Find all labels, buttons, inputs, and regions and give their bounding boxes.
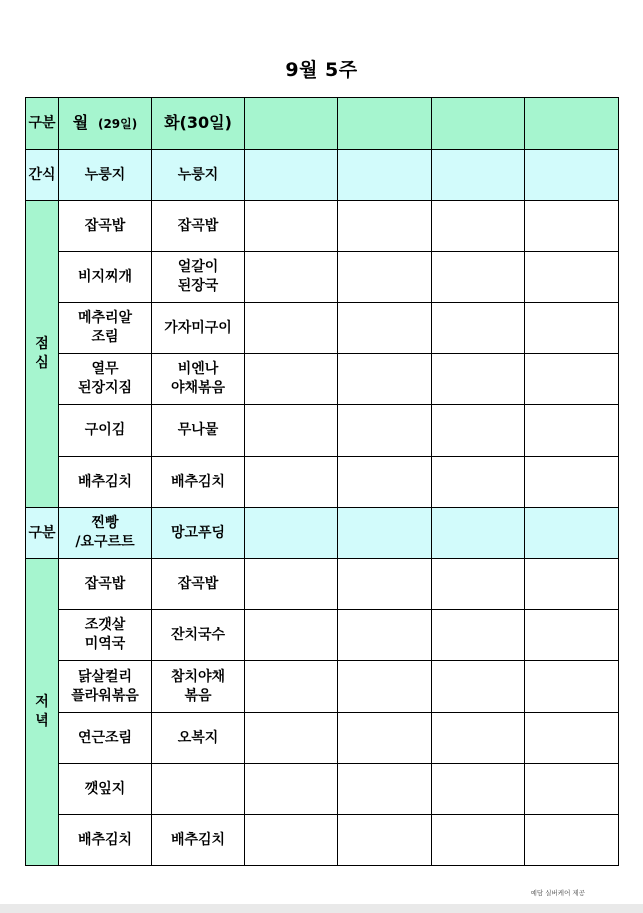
lunch-row bbox=[26, 252, 619, 303]
lunch-monday-cell bbox=[59, 303, 152, 354]
lunch-item-line: 비엔나 bbox=[177, 361, 219, 377]
footer-credit: 예담 실버케어 제공 bbox=[530, 889, 585, 897]
header-empty-cell bbox=[245, 98, 338, 150]
empty-cell bbox=[432, 559, 525, 610]
empty-cell bbox=[338, 405, 432, 457]
dinner-item: 잡곡밥 bbox=[84, 575, 126, 592]
header-label: 구분 bbox=[28, 115, 56, 131]
snack-monday-cell bbox=[59, 150, 152, 201]
lunch-row bbox=[26, 201, 619, 252]
empty-cell bbox=[525, 303, 619, 354]
empty-cell bbox=[338, 764, 432, 815]
lunch-label-2: 심 bbox=[35, 355, 49, 371]
dinner-tuesday-cell bbox=[152, 610, 245, 661]
dinner-row bbox=[26, 764, 619, 815]
empty-cell bbox=[525, 201, 619, 252]
dinner-item-line: 미역국 bbox=[84, 636, 126, 652]
snack-tuesday-cell bbox=[152, 150, 245, 201]
snack-label-cell bbox=[26, 150, 59, 201]
empty-cell bbox=[245, 252, 338, 303]
dinner-label-cell bbox=[26, 559, 59, 866]
dinner-monday-cell bbox=[59, 713, 152, 764]
snack-empty-cell bbox=[245, 150, 338, 201]
dinner-row bbox=[26, 559, 619, 610]
lunch-item: 배추김치 bbox=[77, 473, 133, 490]
afternoon-item-line: 찐빵 bbox=[91, 515, 119, 531]
dinner-monday-cell bbox=[59, 815, 152, 866]
lunch-tuesday-cell bbox=[152, 405, 245, 457]
lunch-monday-cell bbox=[59, 457, 152, 508]
empty-cell bbox=[525, 354, 619, 405]
lunch-item-line: 메추리알 bbox=[77, 310, 133, 326]
dinner-row bbox=[26, 661, 619, 713]
dinner-item: 잔치국수 bbox=[170, 626, 226, 643]
snack-label: 간식 bbox=[28, 166, 56, 183]
header-monday-day: 월 bbox=[72, 113, 89, 132]
empty-cell bbox=[245, 201, 338, 252]
header-monday-cell bbox=[59, 98, 152, 150]
empty-cell bbox=[338, 201, 432, 252]
snack-tuesday: 누룽지 bbox=[177, 166, 219, 183]
empty-cell bbox=[432, 405, 525, 457]
empty-cell bbox=[245, 559, 338, 610]
lunch-monday-cell bbox=[59, 201, 152, 252]
lunch-tuesday-cell bbox=[152, 252, 245, 303]
dinner-tuesday-cell bbox=[152, 713, 245, 764]
snack-empty-cell bbox=[245, 508, 338, 559]
lunch-row bbox=[26, 354, 619, 405]
snack-empty-cell bbox=[338, 508, 432, 559]
dinner-row bbox=[26, 815, 619, 866]
empty-cell bbox=[525, 405, 619, 457]
empty-cell bbox=[525, 815, 619, 866]
page-title: 9월 5주 bbox=[285, 59, 358, 81]
lunch-item: 비지찌개 bbox=[77, 268, 133, 285]
snack-empty-cell bbox=[432, 150, 525, 201]
afternoon-label-cell bbox=[26, 508, 59, 559]
empty-cell bbox=[338, 457, 432, 508]
lunch-tuesday-cell bbox=[152, 457, 245, 508]
header-empty-cell bbox=[525, 98, 619, 150]
header-label-cell bbox=[26, 98, 59, 150]
dinner-monday-cell bbox=[59, 764, 152, 815]
empty-cell bbox=[432, 713, 525, 764]
dinner-tuesday-cell bbox=[152, 661, 245, 713]
weekly-menu-table bbox=[25, 97, 619, 866]
lunch-row bbox=[26, 303, 619, 354]
empty-cell bbox=[432, 815, 525, 866]
afternoon-item: 망고푸딩 bbox=[170, 524, 226, 541]
empty-cell bbox=[245, 303, 338, 354]
dinner-item-line: 참치야채 bbox=[170, 668, 226, 685]
lunch-item: 가자미구이 bbox=[164, 319, 232, 336]
lunch-item: 배추김치 bbox=[170, 473, 226, 490]
snack-empty-cell bbox=[432, 508, 525, 559]
lunch-tuesday-cell bbox=[152, 303, 245, 354]
empty-cell bbox=[245, 610, 338, 661]
header-tuesday-cell bbox=[152, 98, 245, 150]
empty-cell bbox=[245, 457, 338, 508]
empty-cell bbox=[245, 661, 338, 713]
empty-cell bbox=[525, 713, 619, 764]
dinner-monday-cell bbox=[59, 610, 152, 661]
afternoon-snack-row bbox=[26, 508, 619, 559]
lunch-tuesday-cell bbox=[152, 201, 245, 252]
header-empty-cell bbox=[432, 98, 525, 150]
header-row bbox=[26, 98, 619, 150]
lunch-item-line: 얼갈이 bbox=[177, 259, 219, 275]
dinner-item: 배추김치 bbox=[170, 831, 226, 848]
empty-cell bbox=[338, 559, 432, 610]
empty-cell bbox=[338, 252, 432, 303]
dinner-item: 깻잎지 bbox=[84, 780, 126, 797]
empty-cell bbox=[432, 201, 525, 252]
dinner-item: 오복지 bbox=[177, 729, 219, 746]
snack-monday: 누룽지 bbox=[84, 166, 126, 183]
lunch-row bbox=[26, 457, 619, 508]
empty-cell bbox=[432, 610, 525, 661]
afternoon-label: 구분 bbox=[28, 524, 56, 541]
header-empty-cell bbox=[338, 98, 432, 150]
empty-cell bbox=[432, 354, 525, 405]
lunch-item-line: 된장국 bbox=[177, 278, 219, 294]
empty-cell bbox=[525, 559, 619, 610]
header-monday-date: (29일) bbox=[97, 117, 138, 131]
empty-cell bbox=[432, 661, 525, 713]
empty-cell bbox=[525, 252, 619, 303]
empty-cell bbox=[245, 815, 338, 866]
afternoon-monday-cell bbox=[59, 508, 152, 559]
afternoon-tuesday-cell bbox=[152, 508, 245, 559]
empty-cell bbox=[432, 252, 525, 303]
lunch-item-line: 조림 bbox=[91, 329, 119, 345]
lunch-item-line: 열무 bbox=[91, 361, 119, 377]
dinner-tuesday-cell bbox=[152, 764, 245, 815]
lunch-monday-cell bbox=[59, 405, 152, 457]
empty-cell bbox=[338, 303, 432, 354]
empty-cell bbox=[245, 354, 338, 405]
dinner-tuesday-cell bbox=[152, 815, 245, 866]
empty-cell bbox=[525, 610, 619, 661]
empty-cell bbox=[245, 713, 338, 764]
lunch-tuesday-cell bbox=[152, 354, 245, 405]
dinner-item-line: 플라워볶음 bbox=[71, 687, 139, 704]
dinner-item: 배추김치 bbox=[77, 831, 133, 848]
empty-cell bbox=[245, 764, 338, 815]
empty-cell bbox=[525, 661, 619, 713]
dinner-item-line: 조갯살 bbox=[84, 617, 126, 633]
dinner-monday-cell bbox=[59, 661, 152, 713]
lunch-item: 구이김 bbox=[84, 422, 126, 438]
header-tuesday: 화(30일) bbox=[164, 113, 232, 132]
dinner-row bbox=[26, 610, 619, 661]
dinner-item: 연근조림 bbox=[77, 729, 133, 746]
lunch-label-cell bbox=[26, 201, 59, 508]
dinner-item: 잡곡밥 bbox=[177, 575, 219, 592]
afternoon-item-line: /요구르트 bbox=[75, 534, 135, 550]
dinner-monday-cell bbox=[59, 559, 152, 610]
lunch-item-line: 야채볶음 bbox=[170, 380, 226, 396]
snack-row bbox=[26, 150, 619, 201]
lunch-row bbox=[26, 405, 619, 457]
snack-empty-cell bbox=[338, 150, 432, 201]
dinner-label-2: 녁 bbox=[35, 713, 49, 729]
lunch-monday-cell bbox=[59, 252, 152, 303]
lunch-label-1: 점 bbox=[35, 336, 49, 352]
empty-cell bbox=[432, 764, 525, 815]
empty-cell bbox=[432, 303, 525, 354]
empty-cell bbox=[432, 457, 525, 508]
lunch-item: 잡곡밥 bbox=[84, 217, 126, 234]
empty-cell bbox=[338, 610, 432, 661]
dinner-label-1: 저 bbox=[35, 694, 49, 710]
lunch-item: 무나물 bbox=[177, 422, 219, 438]
empty-cell bbox=[338, 815, 432, 866]
dinner-row bbox=[26, 713, 619, 764]
empty-cell bbox=[338, 713, 432, 764]
lunch-item: 잡곡밥 bbox=[177, 217, 219, 234]
snack-empty-cell bbox=[525, 150, 619, 201]
dinner-item-line: 볶음 bbox=[184, 687, 212, 704]
empty-cell bbox=[338, 354, 432, 405]
dinner-tuesday-cell bbox=[152, 559, 245, 610]
lunch-item-line: 된장지짐 bbox=[77, 380, 133, 396]
empty-cell bbox=[525, 764, 619, 815]
lunch-monday-cell bbox=[59, 354, 152, 405]
empty-cell bbox=[338, 661, 432, 713]
dinner-item-line: 닭살컬리 bbox=[77, 668, 133, 685]
empty-cell bbox=[525, 457, 619, 508]
empty-cell bbox=[245, 405, 338, 457]
snack-empty-cell bbox=[525, 508, 619, 559]
